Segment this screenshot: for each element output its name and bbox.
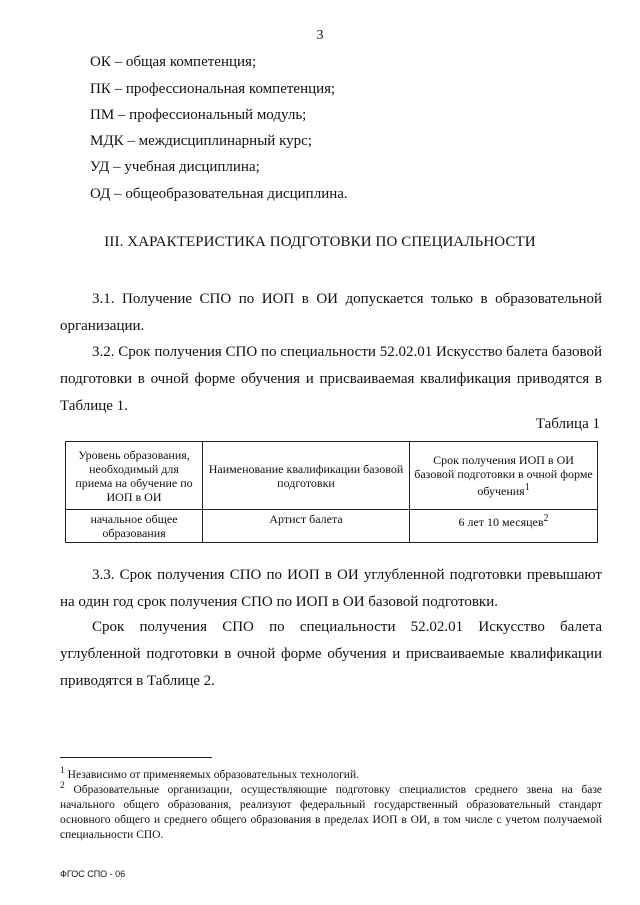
abbreviation-ok: ОК – общая компетенция; — [90, 54, 257, 70]
footnote-divider — [60, 757, 212, 758]
footnote-1-text: Независимо от применяемых образовательных технологий. — [67, 768, 359, 781]
cell-study-period-text: 6 лет 10 месяцев — [458, 515, 544, 529]
paragraph-3-3: 3.3. Срок получения СПО по ИОП в ОИ углубленной подготовки превышают на один год срок получения СПО по ИОП в ОИ базовой подготовки. — [60, 567, 602, 610]
footnote-2-text: Образовательные организации, осуществляющие подготовку специалистов среднего звена на базе начального общего образования, реализуют федеральный государственный образовательный стандарт основного общего и среднего общего образования в пределах ИОП в ОИ, в том числе с учетом получаемой специальности СПО. — [60, 783, 603, 841]
abbreviation-pk: ПК – профессиональная компетенция; — [90, 81, 336, 97]
table-row — [66, 510, 598, 543]
qualification-table — [65, 441, 598, 543]
cell-qualification: Артист балета — [203, 510, 410, 543]
header-education-level: Уровень образования, необходимый для приема на обучение по ИОП в ОИ — [66, 442, 203, 510]
header-study-period-text: Срок получения ИОП в ОИ базовой подготовки в очной форме обучения — [414, 453, 593, 498]
header-study-period — [410, 442, 598, 510]
abbreviation-pm: ПМ – профессиональный модуль; — [90, 107, 307, 123]
abbreviation-od: ОД – общеобразовательная дисциплина. — [90, 186, 348, 202]
footnote-2 — [60, 778, 602, 843]
footnote-2-mark: 2 — [60, 780, 65, 791]
abbreviation-mdk: МДК – междисциплинарный курс; — [90, 133, 312, 149]
document-footer: ФГОС СПО - 06 — [60, 869, 126, 879]
footnote-1-mark: 1 — [60, 765, 65, 776]
paragraph-table-2-intro: Срок получения СПО по специальности 52.02.01 Искусство балета углубленной подготовки в очной форме обучения и присваиваемые квалификации приводятся в Таблице 2. — [60, 619, 602, 689]
footnote-ref-1: 1 — [524, 482, 530, 493]
table-header-row — [66, 442, 598, 510]
section-title: III. ХАРАКТЕРИСТИКА ПОДГОТОВКИ ПО СПЕЦИАЛЬНОСТИ — [104, 234, 536, 250]
cell-study-period — [410, 510, 598, 543]
footnote-ref-2: 2 — [543, 513, 549, 524]
cell-education-level: начальное общее образования — [66, 510, 203, 543]
paragraph-3-2: 3.2. Срок получения СПО по специальности 52.02.01 Искусство балета базовой подготовки в очной форме обучения и присваиваемая квалификация приводятся в Таблице 1. — [60, 344, 602, 414]
paragraph-3-1: 3.1. Получение СПО по ИОП в ОИ допускается только в образовательной организации. — [60, 291, 602, 334]
abbreviation-ud: УД – учебная дисциплина; — [90, 159, 260, 175]
header-qualification-name: Наименование квалификации базовой подготовки — [203, 442, 410, 510]
page-number: 3 — [316, 28, 324, 43]
table-caption: Таблица 1 — [535, 416, 600, 432]
